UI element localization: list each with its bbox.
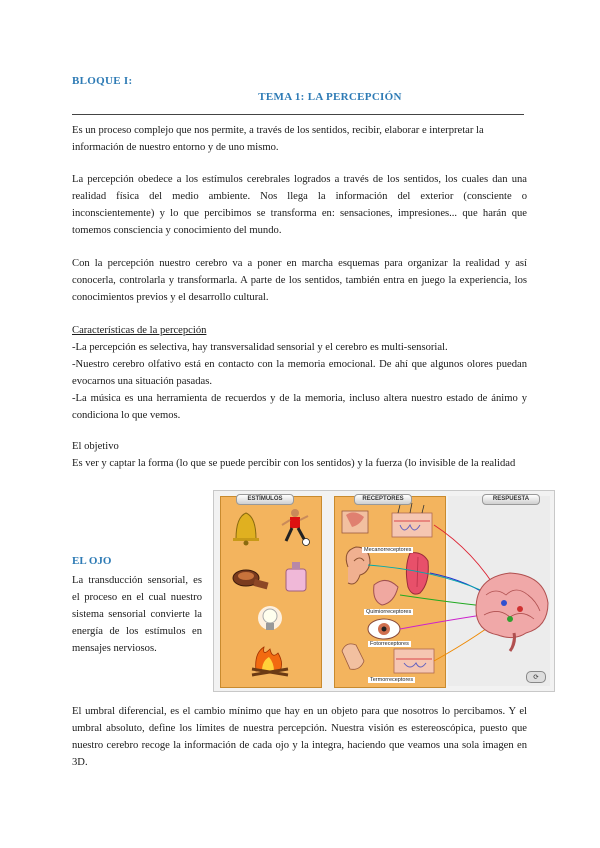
chemoreceptor-tag: Quimiorreceptores <box>366 609 412 615</box>
paragraph-esquemas <box>72 255 527 306</box>
list-item: -La música es una herramienta de recuerdos y de la memoria, incluso altera nuestro estado de ánimo y <box>72 393 527 404</box>
respuesta-label: RESPUESTA <box>482 494 540 505</box>
photoreceptor-tag: Fotorreceptores <box>370 641 409 647</box>
text-line: Con la percepción nuestro cerebro va a poner en marcha esquemas para organizar la realidad y así <box>72 258 527 269</box>
fire-icon <box>252 647 288 675</box>
text-line: mensajes nerviosos. <box>72 643 157 654</box>
text-line: El umbral diferencial, es el cambio mínimo que hay en un objeto para que nosotros lo percibamos. Y el <box>72 706 527 717</box>
text-line: conocerla, controlarla y transformarla. A parte de los sentidos, también entra en juego la experiencia, los <box>72 275 527 286</box>
thermoreceptor-icon <box>394 649 434 673</box>
light-bulb-icon <box>258 606 282 630</box>
ojo-title: EL OJO <box>72 555 112 567</box>
skin-section-icon <box>392 503 432 537</box>
text-line: sistema sensorial convierte la <box>72 609 202 620</box>
paragraph-umbral <box>72 703 527 771</box>
text-line: nuestro cerebro recoge la información de cada ojo y la integra, haciendo que veamos una sola imagen en <box>72 740 527 751</box>
list-item: -Nuestro cerebro olfativo está en contacto con la memoria emocional. De ahí que algunos olores puedan <box>72 359 527 370</box>
list-item: -La percepción es selectiva, hay transversalidad sensorial y el cerebro es multi-sensorial. <box>72 342 448 353</box>
text-line: conocimientos previos y el desarrollo cultural. <box>72 292 269 303</box>
text-line: información de nuestro entorno y de uno mismo. <box>72 142 279 153</box>
caracteristicas-section <box>72 322 527 424</box>
brain-icon <box>476 573 548 651</box>
text-line: energía de los estímulos en <box>72 626 202 637</box>
list-item: condiciona lo que vemos. <box>72 410 181 421</box>
nose-icon <box>374 580 398 605</box>
bell-icon <box>233 513 259 546</box>
text-line: Es un proceso complejo que nos permite, a través de los sentidos, recibir, elaborar e interpretar la <box>72 125 484 136</box>
text-line: realidad física del medio ambiente. Nos llega la información del exterior (consciente o <box>72 191 527 202</box>
paragraph-intro <box>72 122 527 156</box>
hand-icon <box>342 644 364 669</box>
estimulos-label: ESTÍMULOS <box>236 494 294 505</box>
list-item: evocarnos una situación pasadas. <box>72 376 213 387</box>
mechanoreceptor-icon <box>342 511 368 533</box>
sensory-diagram <box>213 490 555 692</box>
objetivo-text: Es ver y captar la forma (lo que se puede percibir con los sentidos) y la fuerza (lo invisible de la realidad <box>72 458 516 469</box>
paragraph-estimulos <box>72 171 527 239</box>
perfume-bottle-icon <box>286 562 306 591</box>
receptores-label: RECEPTORES <box>354 494 412 505</box>
ojo-paragraph <box>72 572 202 657</box>
objetivo-section <box>72 438 527 472</box>
text-line: tomemos consciencia y conocimiento del mundo. <box>72 225 282 236</box>
heading-rule <box>72 114 524 115</box>
caracteristicas-title: Características de la percepción <box>72 325 207 336</box>
text-line: umbral absoluto, define los límites de nuestra percepción. Nuestra visión es estereoscópica, puesto que <box>72 723 527 734</box>
football-player-icon <box>282 509 310 546</box>
tema-heading: TEMA 1: LA PERCEPCIÓN <box>258 91 402 103</box>
text-line: el proceso en el cual nuestro <box>72 592 202 603</box>
thermoreceptor-tag: Termorreceptores <box>370 677 414 683</box>
mechanoreceptor-tag: Mecanorreceptores <box>364 547 412 553</box>
text-line: La transducción sensorial, es <box>72 575 202 586</box>
eye-icon <box>368 619 400 639</box>
text-line: 3D. <box>72 757 88 768</box>
replay-button[interactable]: ⟳ <box>526 671 546 683</box>
leather-roll-icon <box>233 570 269 589</box>
text-line: inconscientemente) y lo que percibimos se transforma en: sensaciones, impresiones... que harán que <box>72 208 527 219</box>
diagram-illustration <box>214 491 554 691</box>
bloque-heading: BLOQUE I: <box>72 75 133 87</box>
text-line: La percepción obedece a los estímulos cerebrales logrados a través de los sentidos, los cuales dan una <box>72 174 527 185</box>
objetivo-title: El objetivo <box>72 441 119 452</box>
